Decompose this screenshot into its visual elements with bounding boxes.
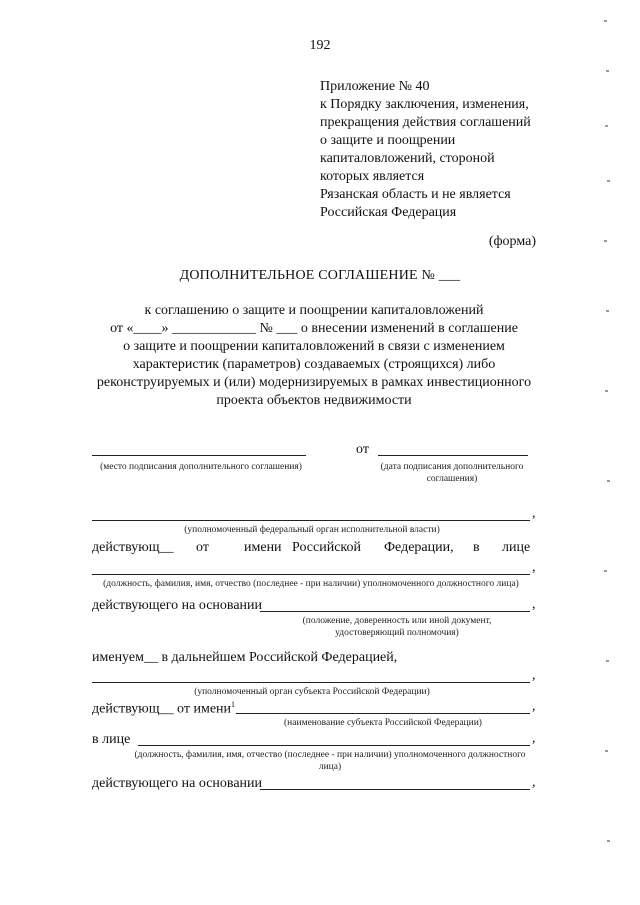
comma: , — [532, 506, 536, 521]
page-number: 192 — [309, 38, 331, 53]
comma: , — [532, 597, 536, 612]
date-caption-line: (дата подписания дополнительного — [380, 462, 524, 472]
acting-word: Федерации, — [384, 540, 454, 555]
subject-line: реконструируемых и (или) модернизируемых в рамках инвестиционного — [96, 375, 532, 390]
hereinafter-text: именуем__ в дальнейшем Российской Федерацией, — [92, 650, 398, 665]
regional-organ-field[interactable] — [92, 682, 530, 683]
federal-organ-field[interactable] — [92, 520, 530, 521]
signing-date-caption — [362, 461, 542, 485]
appendix-line: которых является — [320, 169, 425, 184]
signing-place-caption: (место подписания дополнительного соглашения) — [100, 462, 302, 472]
acting-word: Российской — [292, 540, 361, 555]
official-caption-line: лица) — [318, 762, 342, 772]
appendix-line: Приложение № 40 — [320, 79, 430, 94]
agreement-subject — [0, 302, 628, 410]
subject-line: от «____» ____________ № ___ о внесении изменений в соглашение — [110, 321, 518, 336]
regional-acting-label — [92, 700, 235, 718]
federal-basis-field[interactable] — [260, 611, 530, 612]
acting-word: в — [473, 540, 480, 555]
footnote-mark: 1 — [231, 700, 236, 709]
regional-basis-field[interactable] — [260, 789, 530, 790]
date-caption-line: соглашения) — [426, 474, 478, 484]
comma: , — [532, 775, 536, 790]
basis-caption — [272, 615, 522, 639]
appendix-header — [320, 78, 531, 222]
comma: , — [532, 699, 536, 714]
date-from-label: от — [356, 442, 369, 457]
basis-label: действующего на основании — [92, 598, 263, 613]
subject-line: проекта объектов недвижимости — [216, 393, 412, 408]
regional-basis-label: действующего на основании — [92, 776, 263, 791]
official-caption-line: (должность, фамилия, имя, отчество (последнее - при наличии) уполномоченного должностного — [134, 750, 526, 760]
regional-acting-text: действующ__ от имени — [92, 701, 232, 717]
form-label: (форма) — [488, 234, 536, 249]
appendix-line: к Порядку заключения, изменения, — [320, 97, 529, 112]
comma: , — [532, 560, 536, 575]
regional-subject-field[interactable] — [236, 713, 530, 714]
federal-official-caption: (должность, фамилия, имя, отчество (последнее - при наличии) уполномоченного должностного лица) — [103, 579, 519, 589]
regional-organ-caption: (уполномоченный орган субъекта Российской Федерации) — [194, 687, 430, 697]
appendix-line: Российская Федерация — [320, 205, 457, 220]
person-label: в лице — [92, 732, 131, 747]
federal-official-field[interactable] — [92, 574, 530, 575]
scan-artifacts — [596, 10, 626, 890]
acting-word: лице — [502, 540, 531, 555]
acting-word: от — [196, 540, 209, 555]
regional-subject-caption: (наименование субъекта Российской Федерации) — [284, 718, 482, 728]
signing-date-field[interactable] — [378, 455, 528, 456]
acting-word: имени — [244, 540, 282, 555]
signing-place-field[interactable] — [92, 455, 306, 456]
comma: , — [532, 731, 536, 746]
document-title: ДОПОЛНИТЕЛЬНОЕ СОГЛАШЕНИЕ № ___ — [179, 268, 461, 283]
comma: , — [532, 668, 536, 683]
appendix-line: Рязанская область и не является — [320, 187, 511, 202]
regional-official-caption — [110, 749, 550, 773]
appendix-line: о защите и поощрении — [320, 133, 456, 148]
appendix-line: капиталовложений, стороной — [320, 151, 495, 166]
subject-line: о защите и поощрении капиталовложений в связи с изменением — [123, 339, 505, 354]
subject-line: к соглашению о защите и поощрении капиталовложений — [144, 303, 484, 318]
federal-organ-caption: (уполномоченный федеральный орган исполнительной власти) — [184, 525, 440, 535]
acting-word: действующ__ — [92, 540, 174, 555]
appendix-line: прекращения действия соглашений — [320, 115, 531, 130]
basis-caption-line: (положение, доверенность или иной документ, — [302, 616, 492, 626]
basis-caption-line: удостоверяющий полномочия) — [335, 628, 459, 638]
subject-line: характеристик (параметров) создаваемых (строящихся) либо — [132, 357, 496, 372]
regional-official-field[interactable] — [138, 745, 530, 746]
